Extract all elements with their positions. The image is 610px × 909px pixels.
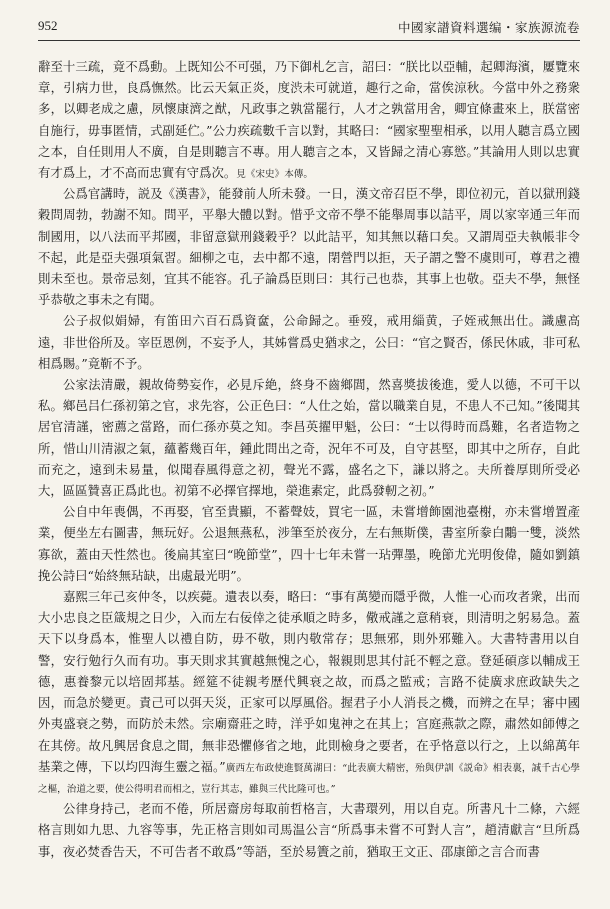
paragraph-text: 公爲官講時，説及《漢書》，能發前人所未發。一日，漢文帝召臣不學，即位初元，首以獄刑錢穀問周勃，勃謝不知。問平，平舉大體以對。惜乎文帝不學不能舉周事以詰平，周以家宰通三年而制國用，以八法而平邦國，非留意獄刑錢穀乎？以此詰平，知其無以藉口矣。又謂周亞夫執帳非令不起，此是亞夫强項氣習。細柳之屯，去中都不遠，閉營門以拒，天子謂之警不虞則可，尊君之禮則未至也。景帝忌刻，宜其不能容。孔子論爲臣則曰：其行己也恭，其事上也敬。亞夫不學，無怪乎恭敬之事未之有聞。 [38, 186, 580, 308]
paragraph [38, 310, 580, 374]
paragraph [38, 183, 580, 310]
paragraph-text: 公子叔似娟婦，有笛田六百石爲資奩，公命歸之。垂歿，戒用緇黄，子姪戒無出仕。識慮高遠，非世俗所及。宰臣恩例，不妄予人，其姊嘗爲史猶求之，公曰：“官之賢否，係民休戚，非可私相爲賜。”竟靳不予。 [38, 313, 580, 371]
paragraph [38, 56, 580, 183]
source-note: 見《宋史》本傳。 [236, 169, 313, 181]
paragraph-text: 辭至十三疏，竟不爲動。上既知公不可强，乃下御札乞言，詔曰：“朕比以亞輔，起卿海濱，屢覽來章，引病力世，良爲憮然。比云天氣正炎，度渋未可就道，趣行之命，當俟涼秋。今當中外之務衆多，以卿老成之慮，夙懷康濟之猷，凡政事之孰當罷行，人才之孰當用舍，卿宜條畫來上，朕當密自施行，毋事匿情，式副延伫。”公力疾疏數千言以對，其略曰：“國家聖聖相承，以用人聽言爲立國之本，自任則用人不廣，自是則聽言不專。用人聽言之本，又皆歸之清心寡慾。”其論用人則以忠實有才爲上，才不高而忠實有守爲次。 [38, 59, 580, 181]
paragraph-text: 公自中年喪偶，不再娶，官至貴顯，不蓄聲妓，買宅一區，未嘗增飾園池臺榭，亦未嘗增置產業，便坐左右圖書，無玩好。公退無燕私，涉筆至於夜分，左右無斯僕，書室所豢白鷴一雙，淡然寡欲，蓋由天性然也。後扁其室曰“晚節堂”，四十七年未嘗一玷彈墨，晚節尤光明俊偉，隨如劉鎮挽公詩曰“始終無玷缺，出處最光明”。 [38, 504, 580, 583]
page-number: 952 [38, 18, 58, 33]
paragraph [38, 798, 580, 862]
page-header [38, 14, 580, 41]
paragraph [38, 586, 580, 798]
paragraph [38, 374, 580, 501]
paragraph-text: 公家法清嚴，親故倚勢妄作，必見斥絶，終身不齒鄉閭，然喜獎拔後進，愛人以德，不可干以私。鄉邑吕仁孫初第之官，求先容，公正色曰：“人仕之始，當以職業自見，不患人不己知。”後聞其居官清謹，密薦之當路，而仁孫亦莫之知。李昌英擢甲魁，公曰：“士以得時而爲難，名者造物之所，惜山川清淑之氣，蘊蓄幾百年，鍾此問出之奇，況年不可及，自守甚堅，即其中之所存，自此而充之，遠到未易量，似聞春風得意之初，聲光不露，盛名之下，謙以將之。夫所養厚則所受必大，區區贊喜正爲此也。初第不必擇官擇地，榮進素定，此爲發軔之初。” [38, 377, 580, 499]
commentary-note: 廣西左布政使進賢萬湖曰：“此表廣大精密，殆與伊訓《説命》相表裏，誠千古心學之樞，治道之要，使公得明君而相之，豈行其志，雖與三代比隆可也。” [38, 762, 581, 795]
running-title: 中國家譜資料選编・家族源流卷 [397, 20, 580, 35]
paragraph-text: 嘉熙三年己亥仲冬，以疾薨。遺表以奏，略曰：“事有萬變而隱乎微，人惟一心而攻者衆，出而大小忠良之臣箴規之日少，入而左右佞倖之徒承順之時多，儆戒謹之意稍衰，則清明之躬易急。蓋天下以身爲本，惟聖人以禮自防，毋不敬，則内敬常存；思無邪，則外邪難入。大書特書用以自警，安行勉行久而有功。事天則求其實越無愧之心，報親則思其付託不輕之意。登延碩彦以輔成王德，惠養黎元以培固邦基。經筵不徒親考歷代興衰之故，而爲之監戒；言路不徒廣求庶政缺失之因，而急於變更。責己可以弭天災，正家可以厚風俗。握君子小人消長之機，而辨之在早；審中國外夷盛衰之勢，而防於未然。宗廟齋莊之時，洋乎如鬼神之在其上；宫庭燕款之際，肅然如師傅之在其傍。故凡興居食息之間，無非恐懼修省之地，此則檢身之要者，在乎恪意以行之，上以綿萬年基業之傳，下以均四海生靈之福。” [38, 589, 580, 774]
paragraph [38, 501, 580, 586]
body-text [38, 56, 580, 862]
paragraph-text: 公律身持己，老而不倦，所居齋房每取前哲格言，大書環列，用以自克。所書凡十二條，六經格言則如九思、九容等事，先正格言則如司馬温公言“所爲事未嘗不可對人言”，趙清獻言“旦所爲事，夜必焚香告天，不可告者不敢爲”等語，至於易簀之前，猶取王文正、邵康節之言合而書 [38, 801, 580, 859]
